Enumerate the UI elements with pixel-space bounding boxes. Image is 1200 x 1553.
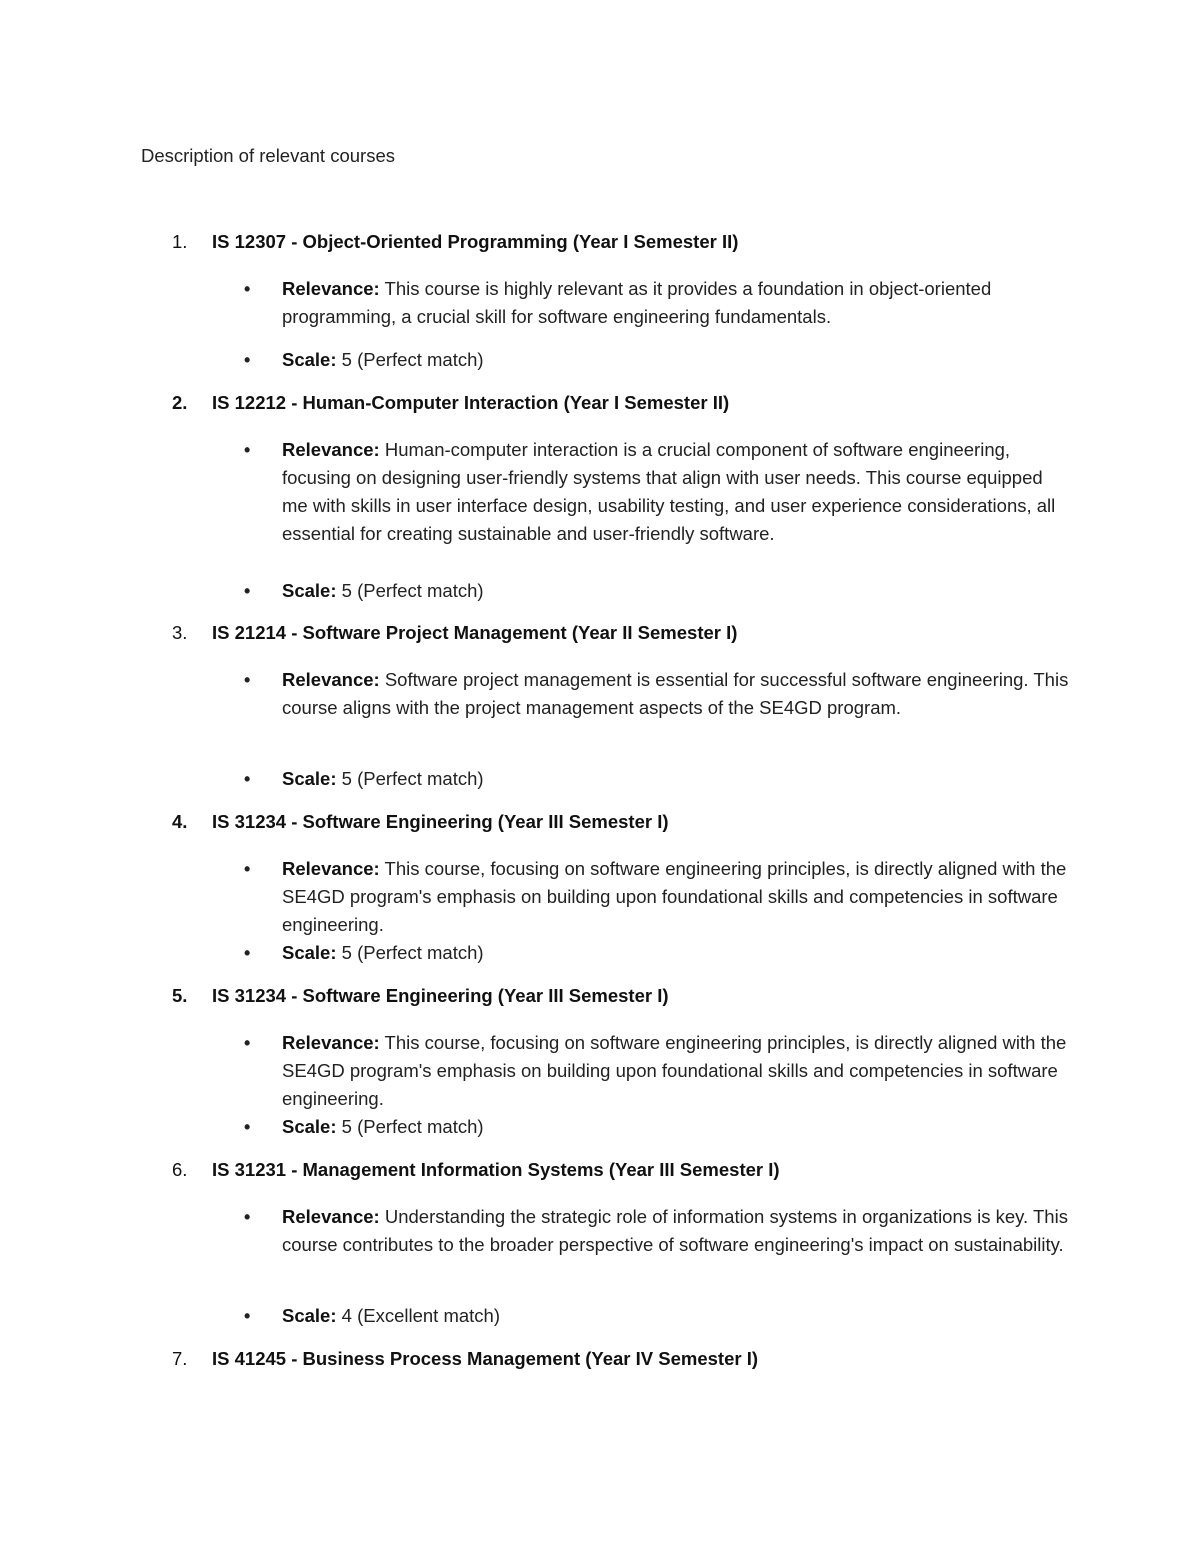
course-number: 3. — [172, 622, 188, 643]
scale-item-2 — [244, 577, 1072, 605]
course-heading-7 — [172, 1346, 758, 1372]
bullet-icon: • — [244, 440, 251, 460]
course-number: 6. — [172, 1159, 188, 1180]
relevance-text: Human-computer interaction is a crucial component of software engineering, focusing on designing user-friendly systems that align with user needs. This course equipped me with skills in user interface design, usability testing, and user experience considerations, all essential for creating sustainable and user-friendly software. — [282, 439, 1056, 544]
scale-item-5 — [244, 1113, 1072, 1141]
relevance-text: This course, focusing on software engineering principles, is directly aligned with the SE4GD program's emphasis on building upon foundational skills and competencies in software engineering. — [282, 858, 1067, 935]
bullet-icon: • — [244, 670, 251, 690]
course-number: 4. — [172, 811, 188, 832]
relevance-item-1 — [244, 275, 1072, 331]
course-number: 7. — [172, 1348, 188, 1369]
relevance-item-6 — [244, 1203, 1072, 1259]
course-title: IS 12212 - Human-Computer Interaction (Year I Semester II) — [212, 392, 730, 413]
relevance-label: Relevance: — [282, 439, 380, 460]
bullet-icon: • — [244, 350, 251, 370]
course-heading-4 — [172, 809, 669, 835]
scale-label: Scale: — [282, 1305, 337, 1326]
bullet-icon: • — [244, 769, 251, 789]
course-number: 1. — [172, 231, 188, 252]
scale-text: 5 (Perfect match) — [341, 349, 484, 370]
scale-item-6 — [244, 1302, 1072, 1330]
relevance-text: Understanding the strategic role of information systems in organizations is key. This course contributes to the broader perspective of software engineering's impact on sustainability. — [282, 1206, 1068, 1255]
scale-item-4 — [244, 939, 1072, 967]
course-title: IS 41245 - Business Process Management (Year IV Semester I) — [212, 1348, 759, 1369]
bullet-icon: • — [244, 1117, 251, 1137]
scale-text: 5 (Perfect match) — [341, 580, 484, 601]
scale-label: Scale: — [282, 580, 337, 601]
relevance-label: Relevance: — [282, 669, 380, 690]
course-title: IS 21214 - Software Project Management (Year II Semester I) — [212, 622, 738, 643]
scale-text: 5 (Perfect match) — [341, 942, 484, 963]
scale-item-3 — [244, 765, 1072, 793]
scale-label: Scale: — [282, 768, 337, 789]
course-title: IS 31234 - Software Engineering (Year III Semester I) — [212, 811, 669, 832]
relevance-label: Relevance: — [282, 858, 380, 879]
bullet-icon: • — [244, 279, 251, 299]
relevance-text: Software project management is essential for successful software engineering. This course aligns with the project management aspects of the SE4GD program. — [282, 669, 1069, 718]
document-title: Description of relevant courses — [141, 145, 395, 166]
bullet-icon: • — [244, 1306, 251, 1326]
relevance-item-3 — [244, 666, 1072, 722]
relevance-label: Relevance: — [282, 278, 380, 299]
course-heading-6 — [172, 1157, 780, 1183]
bullet-icon: • — [244, 1207, 251, 1227]
bullet-icon: • — [244, 1033, 251, 1053]
scale-text: 4 (Excellent match) — [341, 1305, 500, 1326]
course-number: 5. — [172, 985, 188, 1006]
course-heading-3 — [172, 620, 737, 646]
scale-label: Scale: — [282, 349, 337, 370]
relevance-item-5 — [244, 1029, 1072, 1113]
course-title: IS 12307 - Object-Oriented Programming (Year I Semester II) — [212, 231, 739, 252]
bullet-icon: • — [244, 943, 251, 963]
scale-text: 5 (Perfect match) — [341, 768, 484, 789]
relevance-label: Relevance: — [282, 1206, 380, 1227]
course-title: IS 31234 - Software Engineering (Year III Semester I) — [212, 985, 669, 1006]
bullet-icon: • — [244, 859, 251, 879]
course-number: 2. — [172, 392, 188, 413]
bullet-icon: • — [244, 581, 251, 601]
relevance-item-4 — [244, 855, 1072, 939]
scale-item-1 — [244, 346, 1072, 374]
course-heading-2 — [172, 390, 729, 416]
relevance-item-2 — [244, 436, 1072, 548]
scale-label: Scale: — [282, 1116, 337, 1137]
course-heading-5 — [172, 983, 669, 1009]
relevance-text: This course, focusing on software engineering principles, is directly aligned with the SE4GD program's emphasis on building upon foundational skills and competencies in software engineering. — [282, 1032, 1067, 1109]
scale-label: Scale: — [282, 942, 337, 963]
course-title: IS 31231 - Management Information Systems (Year III Semester I) — [212, 1159, 780, 1180]
relevance-text: This course is highly relevant as it provides a foundation in object-oriented programming, a crucial skill for software engineering fundamentals. — [282, 278, 992, 327]
relevance-label: Relevance: — [282, 1032, 380, 1053]
course-heading-1 — [172, 229, 738, 255]
scale-text: 5 (Perfect match) — [341, 1116, 484, 1137]
